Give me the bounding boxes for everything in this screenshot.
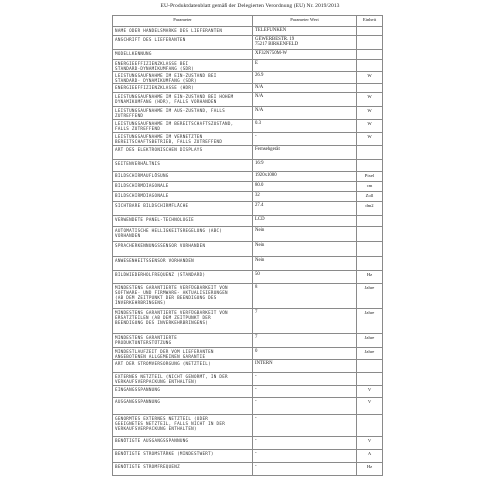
unit-cell [357,160,383,172]
value-cell: 26.9 [253,72,357,84]
parameter-cell: ANSCHRIFT DES LIEFERANTEN [113,36,253,50]
table-row [113,160,383,172]
table-row [113,192,383,202]
value-cell: Nein [253,227,357,242]
value-cell: 27.4 [253,202,357,216]
value-cell: LCD [253,216,357,227]
value-cell: TELEFUNKEN [253,27,357,36]
value-cell: XF32N750M-W [253,50,357,60]
header-unit: Einheit [357,16,383,27]
table-row [113,36,383,50]
table-row [113,172,383,182]
table-body [113,27,383,476]
table-row [113,50,383,60]
parameter-cell: BILDSCHIRMAUFLÖSUNG [113,172,253,182]
value-cell: 50 [253,271,357,284]
value-cell: - [253,398,357,415]
table-row [113,398,383,415]
table-row [113,373,383,386]
parameter-cell: SICHTBARE BILDSCHIRMFLÄCHE [113,202,253,216]
parameter-cell: GENORMTES EXTERNES NETZTEIL (ODER GEEIGNETES NETZTEIL, FALLS NICHT IN DER VERKAUFSVERPACKUNG ENTHALTEN) [113,415,253,437]
value-cell: 80.0 [253,182,357,192]
table-row [113,334,383,348]
parameter-cell: LEISTUNGSAUFNAHME IM EIN-ZUSTAND BEI STANDARD- DYNAMIKUMFANG (SDR) [113,72,253,84]
table-row [113,27,383,36]
unit-cell: W [357,133,383,146]
parameter-cell: ART DER STROMVERSORGUNG (NETZTEIL) [113,360,253,373]
value-cell: - [253,386,357,398]
value-cell: 7 [253,334,357,348]
value-cell: - [253,450,357,463]
parameter-cell: MINDESTENS GARANTIERTE PRODUKTUNTERSTÜTZUNG [113,334,253,348]
table-row [113,227,383,242]
table-row [113,437,383,450]
parameter-cell: LEISTUNGSAUFNAHME IM BEREITSCHAFTSZUSTAND, FALLS ZUTREFFEND [113,120,253,133]
parameter-cell: LEISTUNGSAUFNAHME IM VERNETZTEN BEREITSCHAFTSBETRIEB, FALLS ZUTREFFEND [113,133,253,146]
header-value: Parameter Wert [253,16,357,27]
value-cell: 0 [253,348,357,360]
parameter-cell: MINDESTENS GARANTIERTE VERFÜGBARKEIT VON ERSATZTEILEN (AB DEM ZEITPUNKT DER BEENDIGUNG DES INVERKEHRBRINGENS) [113,309,253,334]
unit-cell: Zoll [357,192,383,202]
parameter-cell: ENERGIEEFFIZIENZKLASSE (HDR) [113,84,253,93]
parameter-cell: BILDWIEDERHOLFREQUENZ (STANDARD) [113,271,253,284]
value-cell: Nein [253,242,357,257]
parameter-cell: MODELLKENNUNG [113,50,253,60]
unit-cell: V [357,437,383,450]
header-parameter: Parameter [113,16,253,27]
unit-cell [357,360,383,373]
value-cell: N/A [253,107,357,120]
unit-cell: Hz [357,271,383,284]
table-row [113,386,383,398]
parameter-cell: AUSGANGSSPANNUNG [113,398,253,415]
unit-cell: W [357,107,383,120]
unit-cell: Jahre [357,334,383,348]
value-cell: 7 [253,309,357,334]
table-row [113,348,383,360]
parameter-cell: MINDESTENS GARANTIERTE VERFÜGBARKEIT VON SOFTWARE- UND FIRMWARE- AKTUALISIERUNGEN (AB DEM ZEITPUNKT DER BEENDIGUNG DES INVERKEHRBRINGENS) [113,284,253,309]
unit-cell [357,146,383,160]
parameter-cell: NAME ODER HANDELSMARKE DES LIEFERANTEN [113,27,253,36]
table-row [113,463,383,476]
parameter-cell: ENERGIEEFFIZIENZKLASSE BEI STANDARD-DYNAMIKUMFANG (SDR) [113,60,253,72]
parameter-cell: BENÖTIGTE STROMFREQUENZ [113,463,253,476]
table-row [113,120,383,133]
parameter-cell: VERWENDETE PANEL-TECHNOLOGIE [113,216,253,227]
table-row [113,133,383,146]
value-cell: N/A [253,84,357,93]
value-cell: E [253,60,357,72]
unit-cell: Jahre [357,348,383,360]
unit-cell: cm [357,182,383,192]
unit-cell [357,50,383,60]
table-row [113,450,383,463]
table-row [113,242,383,257]
parameter-cell: BENÖTIGTE STROMSTÄRKE (MINDESTWERT) [113,450,253,463]
value-cell: INTERN [253,360,357,373]
unit-cell [357,257,383,271]
parameter-cell: EINGANGSSPANNUNG [113,386,253,398]
value-cell: 8 [253,284,357,309]
table-row [113,202,383,216]
parameter-cell: BILDSCHIRMDIAGONALE [113,192,253,202]
table-row [113,93,383,107]
parameter-cell: MINDESTLAUFZEIT DER VOM LIEFERANTEN ANGEBOTENEN ALLGEMEINEN GARANTIE [113,348,253,360]
table-row [113,309,383,334]
table-header-row [113,16,383,27]
table-row [113,72,383,84]
unit-cell: Jahre [357,284,383,309]
table-row [113,60,383,72]
parameter-cell: LEISTUNGSAUFNAHME IM AUS-ZUSTAND, FALLS ZUTREFFEND [113,107,253,120]
unit-cell: Jahre [357,309,383,334]
parameter-cell: SEITENVERHÄLTNIS [113,160,253,172]
unit-cell: A [357,450,383,463]
document-title: EU-Produktdatenblatt gemäß der Delegierten Verordnung (EU) Nr. 2019/2013 [160,3,340,9]
unit-cell [357,36,383,50]
unit-cell [357,60,383,72]
unit-cell: W [357,120,383,133]
value-cell: 1920x1080 [253,172,357,182]
unit-cell [357,27,383,36]
value-cell: 16:9 [253,160,357,172]
table-row [113,257,383,271]
parameter-cell: EXTERNES NETZTEIL (NICHT GENORMT, IN DER VERKAUFSVERPACKUNG ENTHALTEN) [113,373,253,386]
table-row [113,415,383,437]
unit-cell [357,373,383,386]
table-row [113,182,383,192]
product-data-table [112,15,383,476]
unit-cell [357,227,383,242]
value-cell: Nein [253,257,357,271]
parameter-cell: BILDSCHIRMDIAGONALE [113,182,253,192]
value-cell: - [253,133,357,146]
parameter-cell: LEISTUNGSAUFNAHME IM EIN-ZUSTAND BEI HOHEM DYNAMIKUMFANG (HDR), FALLS VORHANDEN [113,93,253,107]
parameter-cell: AUTOMATISCHE HELLIGKEITSREGELUNG (ABC) VORHANDEN [113,227,253,242]
table-row [113,146,383,160]
value-cell: Fernsehgerät [253,146,357,160]
table-row [113,360,383,373]
table-row [113,216,383,227]
unit-cell [357,415,383,437]
value-cell: N/A [253,93,357,107]
value-cell: - [253,437,357,450]
table-row [113,284,383,309]
unit-cell: V [357,398,383,415]
parameter-cell: ART DES ELEKTRONISCHEN DISPLAYS [113,146,253,160]
unit-cell [357,242,383,257]
table-row [113,271,383,284]
table-row [113,107,383,120]
value-cell: - [253,373,357,386]
value-cell: GEWERBESTR. 19 75217 BIRKENFELD [253,36,357,50]
unit-cell: W [357,93,383,107]
value-cell: 32 [253,192,357,202]
value-cell: - [253,463,357,476]
unit-cell: Hz [357,463,383,476]
unit-cell [357,216,383,227]
unit-cell [357,84,383,93]
parameter-cell: SPRACHERKENNUNGSSENSOR VORHANDEN [113,242,253,257]
parameter-cell: ANWESENHEITSSENSOR VORHANDEN [113,257,253,271]
table-row [113,84,383,93]
unit-cell: dm2 [357,202,383,216]
unit-cell: Pixel [357,172,383,182]
value-cell: 0.3 [253,120,357,133]
parameter-cell: BENÖTIGTE AUSGANGSSPANNUNG [113,437,253,450]
unit-cell: V [357,386,383,398]
value-cell: - [253,415,357,437]
unit-cell: W [357,72,383,84]
